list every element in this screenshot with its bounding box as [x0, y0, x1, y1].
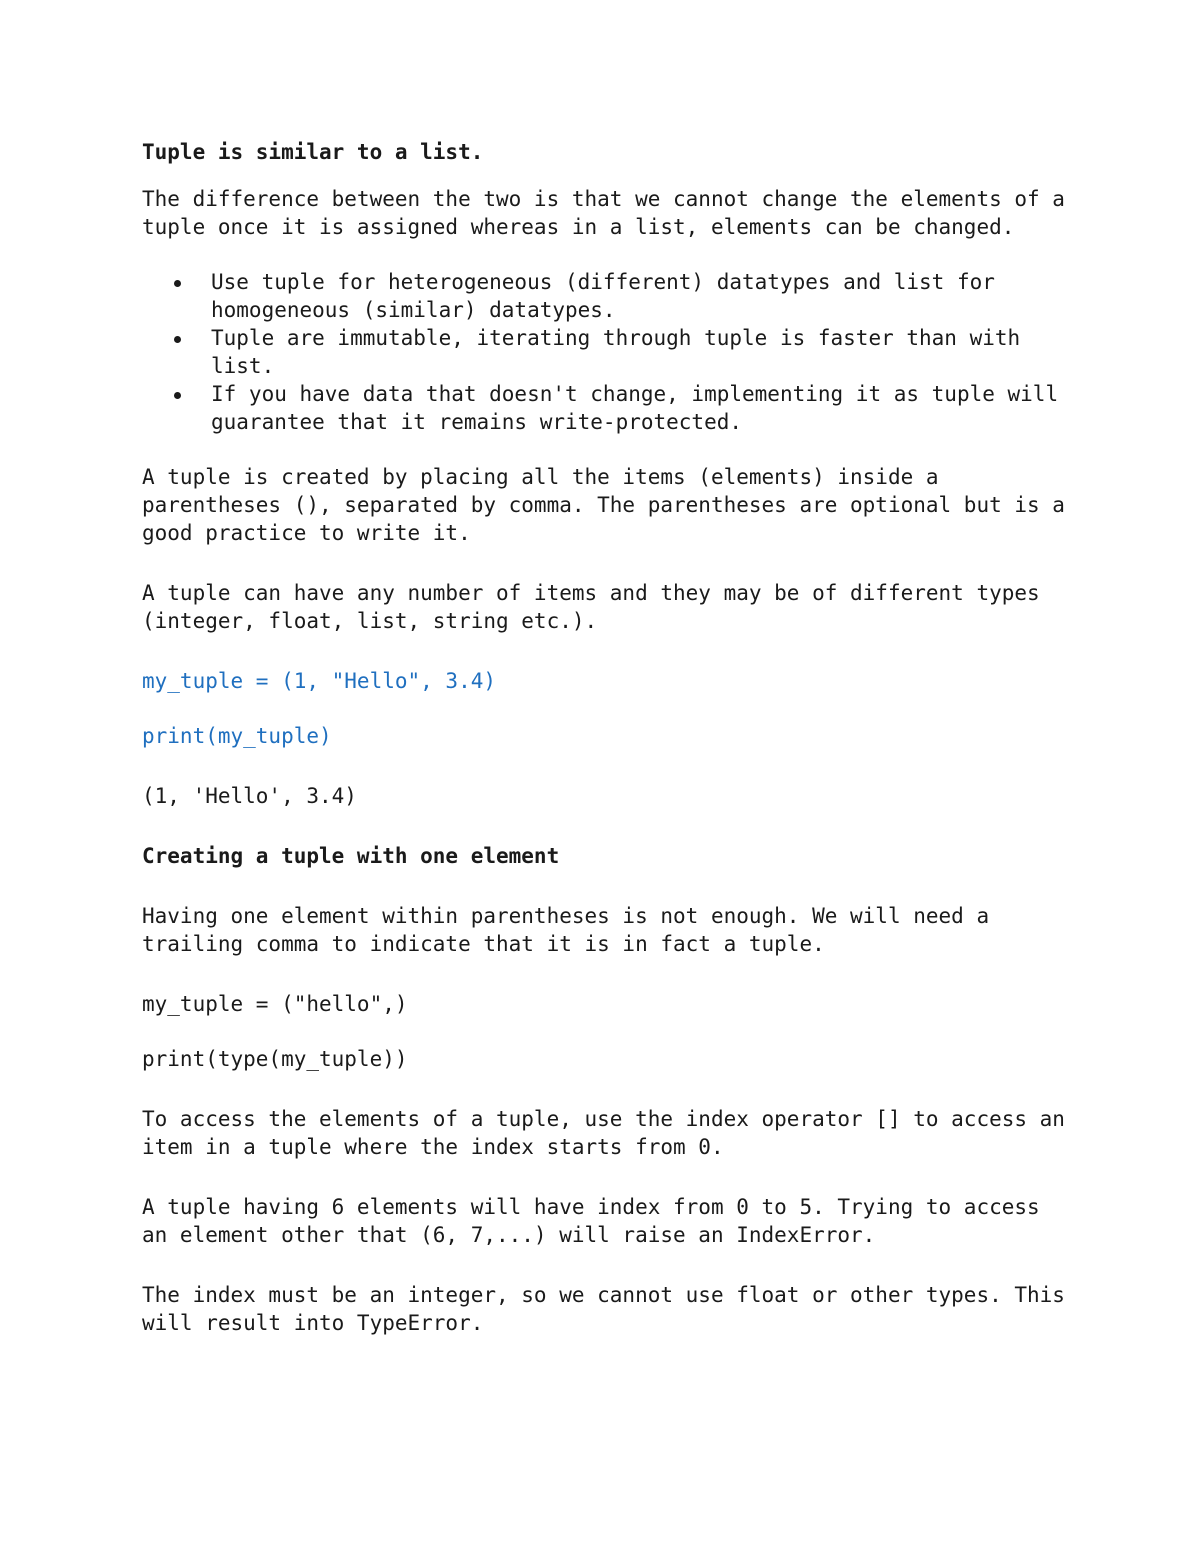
bullet-list [142, 268, 1072, 436]
index-range-paragraph: A tuple having 6 elements will have index from 0 to 5. Trying to access an element other that (6, 7,...) will raise an IndexError. [142, 1195, 1053, 1247]
access-paragraph: To access the elements of a tuple, use the index operator [] to access an item in a tuple where the index starts from 0. [142, 1107, 1078, 1159]
one-element-paragraph: Having one element within parentheses is not enough. We will need a trailing comma to indicate that it is in fact a tuple. [142, 904, 1002, 956]
list-item [142, 380, 1072, 436]
list-item [142, 268, 1072, 324]
list-item-text: Tuple are immutable, iterating through tuple is faster than with list. [211, 326, 1021, 378]
list-item [142, 324, 1072, 380]
bullet-icon [174, 392, 181, 399]
document-page [142, 138, 1078, 1337]
list-item-text: Use tuple for heterogeneous (different) datatypes and list for homogeneous (similar) datatypes. [211, 270, 995, 322]
list-item-text: If you have data that doesn't change, implementing it as tuple will guarantee that it remains write-protected. [211, 382, 1059, 434]
code-output: (1, 'Hello', 3.4) [142, 784, 357, 808]
code-line: my_tuple = ("hello",) [142, 992, 408, 1016]
code-line: print(type(my_tuple)) [142, 1047, 408, 1071]
types-paragraph: A tuple can have any number of items and they may be of different types (integer, float, list, string etc.). [142, 581, 1053, 633]
intro-paragraph: The difference between the two is that we cannot change the elements of a tuple once it is assigned whereas in a list, elements can be changed. [142, 187, 1078, 239]
creation-paragraph: A tuple is created by placing all the items (elements) inside a parentheses (), separated by comma. The parentheses are optional but is a good practice to write it. [142, 465, 1078, 545]
heading: Tuple is similar to a list. [142, 140, 484, 164]
code-line: print(my_tuple) [142, 724, 332, 748]
bullet-icon [174, 336, 181, 343]
index-type-paragraph: The index must be an integer, so we cannot use float or other types. This will result into TypeError. [142, 1283, 1078, 1335]
section-heading: Creating a tuple with one element [142, 844, 560, 868]
code-line: my_tuple = (1, "Hello", 3.4) [142, 669, 497, 693]
bullet-icon [174, 280, 181, 287]
